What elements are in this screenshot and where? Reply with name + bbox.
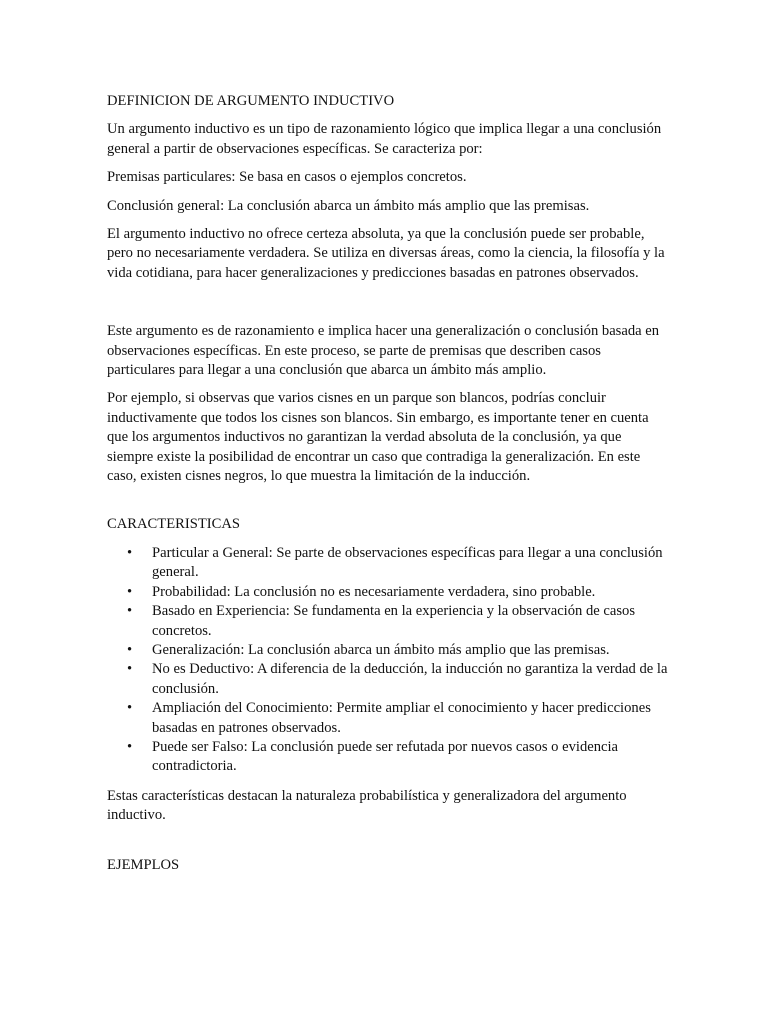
list-item xyxy=(127,699,668,738)
bullet-icon: • xyxy=(127,738,133,755)
caracteristicas-list xyxy=(107,544,668,777)
list-item-text: Basado en Experiencia: Se fundamenta en la experiencia y la observación de casos concretos. xyxy=(152,603,636,639)
bullet-icon: • xyxy=(127,661,133,678)
bullet-icon: • xyxy=(127,700,133,717)
premisas-paragraph: Premisas particulares: Se basa en casos o ejemplos concretos. xyxy=(107,169,467,186)
certeza-paragraph: El argumento inductivo no ofrece certeza absoluta, ya que la conclusión puede ser probable, pero no necesariamente verdadera. Se utiliza en diversas áreas, como la ciencia, la filosofía y la vida cotidiana, para hacer generalizaciones y predicciones basadas en patrones observados. xyxy=(107,226,665,281)
document-title: DEFINICION DE ARGUMENTO INDUCTIVO xyxy=(107,93,395,109)
bullet-icon: • xyxy=(127,641,133,658)
list-item xyxy=(127,641,668,660)
list-item-text: Probabilidad: La conclusión no es necesariamente verdadera, sino probable. xyxy=(152,583,596,600)
list-item-text: Puede ser Falso: La conclusión puede ser refutada por nuevos casos o evidencia contradictoria. xyxy=(152,738,619,775)
intro-paragraph: Un argumento inductivo es un tipo de razonamiento lógico que implica llegar a una conclusión general a partir de observaciones específicas. Se caracteriza por: xyxy=(107,121,662,157)
conclusion-paragraph: Conclusión general: La conclusión abarca un ámbito más amplio que las premisas. xyxy=(107,197,590,214)
bullet-icon: • xyxy=(127,603,133,620)
list-item-text: Generalización: La conclusión abarca un ámbito más amplio que las premisas. xyxy=(152,641,610,658)
closing-paragraph: Estas características destacan la naturaleza probabilística y generalizadora del argumento inductivo. xyxy=(107,787,627,824)
list-item-text: No es Deductivo: A diferencia de la deducción, la inducción no garantiza la verdad de la conclusión. xyxy=(152,661,668,697)
bullet-icon: • xyxy=(127,583,133,600)
bullet-icon: • xyxy=(127,544,133,561)
list-item xyxy=(127,544,668,583)
list-item xyxy=(127,583,668,602)
ejemplos-heading: EJEMPLOS xyxy=(107,856,180,873)
ejemplo-paragraph: Por ejemplo, si observas que varios cisnes en un parque son blancos, podrías concluir inductivamente que todos los cisnes son blancos. Sin embargo, es importante tener en cuenta que los argumentos inductivos no garantizan la verdad absoluta de la conclusión, ya que siempre existe la posibilidad de encontrar un caso que contradiga la generalización. En este caso, existen cisnes negros, lo que muestra la limitación de la inducción. xyxy=(107,390,649,485)
razonamiento-paragraph: Este argumento es de razonamiento e implica hacer una generalización o conclusión basada en observaciones específicas. En este proceso, se parte de premisas que describen casos particulares para llegar a una conclusión que abarca un ámbito más amplio. xyxy=(107,323,660,379)
list-item-text: Particular a General: Se parte de observaciones específicas para llegar a una conclusión general. xyxy=(152,544,663,581)
list-item-text: Ampliación del Conocimiento: Permite ampliar el conocimiento y hacer predicciones basadas en patrones observados. xyxy=(152,700,651,736)
list-item xyxy=(127,602,668,641)
caracteristicas-heading: CARACTERISTICAS xyxy=(107,515,240,532)
list-item xyxy=(127,660,668,699)
list-item xyxy=(127,738,668,777)
